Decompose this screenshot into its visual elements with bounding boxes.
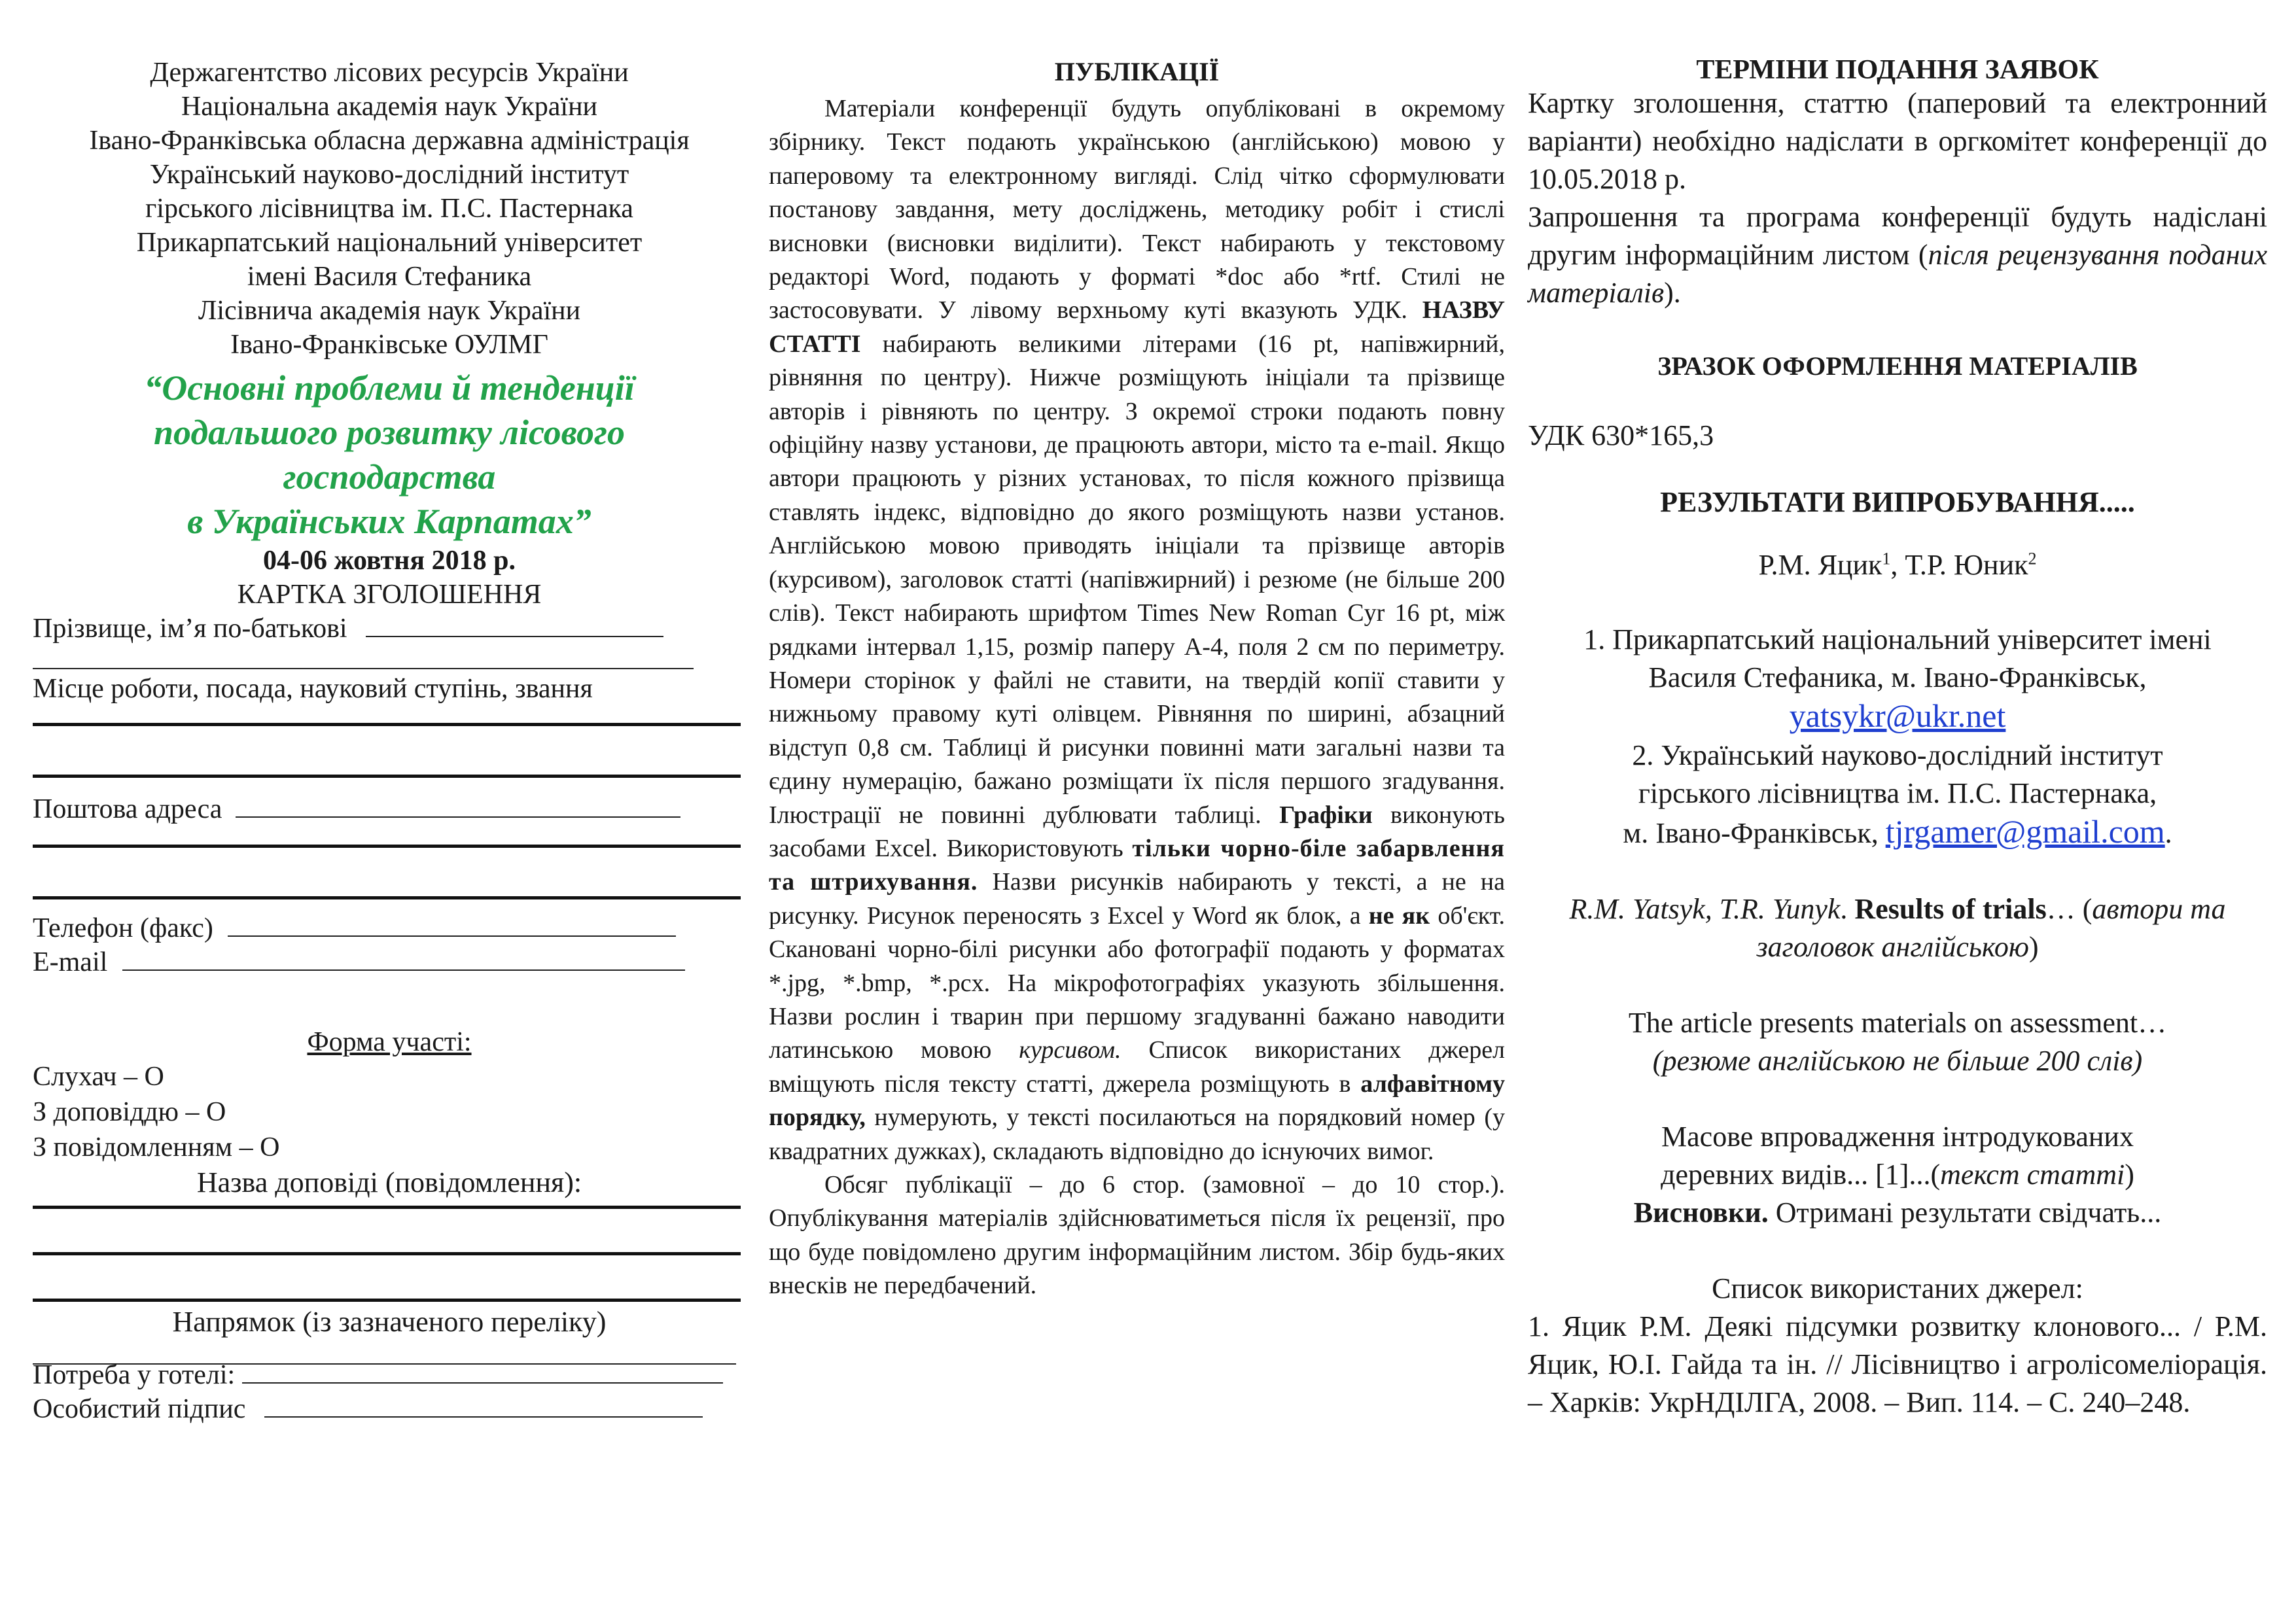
affiliation-line: Василя Стефаника, м. Івано-Франківськ, bbox=[1648, 661, 2147, 693]
organizer: гірського лісівництва ім. П.С. Пастернака bbox=[145, 194, 633, 224]
body-line: Масове впровадження інтродукованих bbox=[1661, 1121, 2134, 1153]
report-title-label: Назва доповіді (повідомлення): bbox=[196, 1166, 582, 1198]
text-run: об'єкт. Скановані чорно-білі рисунки або фотографії подають у форматах *.jpg, *.bmp, *.pcx. На мікрофотографіях указують збільшення. Назви рослин і тварин при першому згадуванні бажано наводити латинською мовою bbox=[769, 901, 1506, 1064]
signature-field[interactable] bbox=[33, 1392, 746, 1426]
text-run: виконують засобами Excel. Використовують bbox=[769, 801, 1506, 862]
hotel-line[interactable] bbox=[242, 1359, 723, 1384]
affiliation-line: 1. Прикарпатський національний університет імені bbox=[1583, 623, 2212, 655]
report-title-line-3[interactable] bbox=[33, 1299, 741, 1302]
sample-heading: ЗРАЗОК ОФОРМЛЕННЯ МАТЕРІАЛІВ bbox=[1657, 351, 2138, 381]
abstract-text: The article presents materials on assessment… bbox=[1628, 1007, 2167, 1039]
italic-run: курсивом. bbox=[1019, 1036, 1122, 1064]
address-line[interactable] bbox=[236, 793, 680, 818]
signature-line[interactable] bbox=[264, 1393, 703, 1418]
italic-run: текст статті bbox=[1940, 1159, 2125, 1191]
participation-option-report[interactable]: З доповіддю – О bbox=[33, 1097, 226, 1127]
deadlines-heading: ТЕРМІНИ ПОДАННЯ ЗАЯВОК bbox=[1696, 55, 2099, 85]
hotel-field[interactable] bbox=[33, 1358, 746, 1392]
email-field[interactable] bbox=[33, 945, 746, 979]
sample-article-title: РЕЗУЛЬТАТИ ВИПРОБУВАННЯ..... bbox=[1660, 486, 2135, 518]
conference-dates: 04-06 жовтня 2018 р. bbox=[263, 546, 516, 576]
text-run: Отримані результати свідчать... bbox=[1768, 1196, 2162, 1229]
conference-title-line: “Основні проблеми й тенденції bbox=[144, 368, 635, 408]
bold-run: Графіки bbox=[1279, 801, 1373, 829]
text-run: Список використаних джерел вміщують після тексту статті, джерела розміщують в bbox=[769, 1036, 1506, 1098]
publications-paragraph-2 bbox=[769, 1168, 1505, 1303]
email-line[interactable] bbox=[122, 946, 685, 971]
workplace-line-1[interactable] bbox=[33, 723, 741, 726]
deadlines-paragraph-1: Картку зголошення, статтю (паперовий та електронний варіанти) необхідно надіслати в оргкомітет конференції до 10.05.2018 р. bbox=[1528, 87, 2267, 195]
participation-options bbox=[33, 1059, 746, 1165]
abstract-note: (резюме англійською не більше 200 слів) bbox=[1652, 1045, 2143, 1077]
organizer: Івано-Франківське ОУЛМГ bbox=[230, 330, 548, 360]
affiliation-1 bbox=[1528, 621, 2267, 737]
report-title-line-1[interactable] bbox=[33, 1206, 741, 1209]
workplace-line-2[interactable] bbox=[33, 775, 741, 778]
organizers-list bbox=[33, 56, 746, 362]
udk-code: УДК 630*165,3 bbox=[1528, 419, 1714, 451]
conference-title-line: в Українських Карпатах” bbox=[187, 502, 592, 541]
organizer: Національна академія наук України bbox=[181, 92, 598, 122]
bold-run: Results of trials bbox=[1854, 893, 2047, 925]
text-run: ) bbox=[2028, 931, 2039, 963]
name-field[interactable] bbox=[33, 612, 746, 646]
address-line-2[interactable] bbox=[33, 845, 741, 848]
email-label: E-mail bbox=[33, 947, 108, 977]
affiliation-line: м. Івано-Франківськ, bbox=[1623, 817, 1886, 849]
direction-label: Напрямок (із зазначеного переліку) bbox=[172, 1306, 607, 1338]
italic-run: автори та заголовок англійською bbox=[1756, 893, 2226, 963]
reference-item: 1. Яцик Р.М. Деякі підсумки розвитку клонового... / Р.М. Яцик, Ю.І. Гайда та ін. // Лісівництво і агролісомеліорація. – Харків: УкрНДІЛГА, 2008. – Вип. 114. – С. 240–248. bbox=[1528, 1310, 2267, 1418]
text-run: набирають великими літерами (16 pt, напівжирний, рівняння по центру). Нижче розміщують ініціали та прізвище авторів і рівняють по центру. З окремої строки подають повну офіційну назву установи, де працюють автори, місто та e-mail. Якщо автори працюють у різних установах, то після кожного прізвища ставлять індекс, відповідно до якого розміщують назви установ. Англійською мовою приводять ініціали та прізвище авторів (курсивом), заголовок статті (напівжирний) і резюме (не більше 200 слів). Текст набирають шрифтом Times New Roman Cyr 16 pt, між рядками інтервал 1,15, розмір паперу А-4, поля 2 см по периметру. Номери сторінок у файлі не ставити, на твердій копії ставити у нижньому правому куті олівцем. Рівняння по ширині, абзацний відступ 0,8 см. Таблиці й рисунки повинні мати загальні назви та єдину нумерацію, бажано розміщати їх після першого згадування. Ілюстрації не повинні дублювати таблиці. bbox=[769, 330, 1506, 829]
text-run: деревних видів... [1]...( bbox=[1661, 1159, 1941, 1191]
report-title-line-2[interactable] bbox=[33, 1252, 741, 1255]
references-heading: Список використаних джерел: bbox=[1712, 1272, 2083, 1304]
conference-title-line: подальшого розвитку лісового bbox=[154, 413, 625, 452]
affiliation-2 bbox=[1528, 737, 2267, 852]
workplace-label: Місце роботи, посада, науковий ступінь, звання bbox=[33, 674, 593, 704]
phone-label: Телефон (факс) bbox=[33, 913, 213, 943]
registration-column bbox=[33, 56, 746, 1426]
address-line-3[interactable] bbox=[33, 896, 741, 899]
text-run: ). bbox=[1664, 277, 1681, 309]
signature-label: Особистий підпис bbox=[33, 1394, 246, 1424]
bold-run: Висновки. bbox=[1633, 1196, 1769, 1229]
bold-run: не як bbox=[1368, 901, 1430, 930]
affiliation-line: 2. Український науково-дослідний інститут bbox=[1632, 739, 2163, 771]
english-header: R.M. Yatsyk, T.R. Yunyk. Results of trials… (автори та заголовок англійською) bbox=[1569, 893, 2226, 963]
deadlines-column bbox=[1528, 56, 2267, 1422]
publications-paragraph-1 bbox=[769, 92, 1505, 1168]
author-name: Р.М. Яцик bbox=[1758, 549, 1882, 581]
address-label: Поштова адреса bbox=[33, 794, 222, 824]
phone-field[interactable] bbox=[33, 911, 746, 945]
italic-run: R.M. Yatsyk, T.R. Yunyk bbox=[1569, 893, 1841, 925]
card-title: КАРТКА ЗГОЛОШЕННЯ bbox=[237, 580, 542, 610]
publications-column bbox=[769, 56, 1505, 1303]
text-run: Матеріали конференції будуть опубліковані в окремому збірнику. Текст подають українською (англійською) мовою у паперовому та електронному вигляді. Слід чітко сформулювати постанову завдання, мету досліджень, методику робіт і стислі висновки (висновки виділити). Текст набирають у текстовому редакторі Word, подають у форматі *doc або *rtf. Стилі не застосовувати. У лівому верхньому куті вказують УДК. bbox=[769, 95, 1505, 324]
address-field[interactable] bbox=[33, 792, 746, 826]
text-run: нумерують, у тексті посилаються на порядковий номер (у квадратних дужках), складають відповідно до існуючих вимог. bbox=[769, 1104, 1505, 1165]
bold-run: тільки чорно-біле забарвлення та штрихування. bbox=[769, 834, 1505, 896]
organizer: Івано-Франківська обласна державна адміністрація bbox=[89, 126, 690, 156]
publications-heading: ПУБЛІКАЦІЇ bbox=[1054, 57, 1220, 86]
text-run: Назви рисунків набирають у тексті, а не на рисунку. Рисунок переносять з Excel у Word як блок, а bbox=[769, 868, 1506, 930]
participation-option-listener[interactable]: Слухач – О bbox=[33, 1062, 164, 1092]
author-name: , Т.Р. Юник bbox=[1890, 549, 2028, 581]
text-run: Запрошення та програма конференції будуть надіслані другим інформаційним листом ( bbox=[1528, 201, 2267, 271]
participation-option-message[interactable]: З повідомленням – О bbox=[33, 1132, 280, 1162]
bold-run: НАЗВУ СТАТТІ bbox=[769, 296, 1505, 358]
bold-run: алфавітному порядку, bbox=[769, 1070, 1505, 1132]
email-link-1[interactable]: yatsykr@ukr.net bbox=[1789, 697, 2006, 734]
organizer: Держагентство лісових ресурсів України bbox=[150, 58, 629, 88]
affiliation-line: гірського лісівництва ім. П.С. Пастернака, bbox=[1638, 777, 2157, 809]
organizer: Український науково-дослідний інститут bbox=[149, 160, 629, 190]
name-label: Прізвище, ім’я по-батькові bbox=[33, 614, 347, 644]
text-run: ) bbox=[2125, 1159, 2134, 1191]
text-run: . bbox=[2164, 817, 2172, 849]
name-line-2[interactable] bbox=[33, 668, 694, 669]
affiliation-index: 2 bbox=[2028, 549, 2037, 568]
text-run: Обсяг публікації – до 6 стор. (замовної – до 10 стор.). Опублікування матеріалів здійснюватиметься після їх рецензії, про що буде повідомлено другим інформаційним листом. Збір будь-яких внесків не передбачений. bbox=[769, 1171, 1505, 1300]
italic-run: після рецензування поданих матеріалів bbox=[1528, 239, 2267, 309]
conference-title bbox=[33, 366, 746, 544]
sample-authors bbox=[1528, 546, 2267, 584]
affiliation-index: 1 bbox=[1882, 549, 1891, 568]
deadlines-paragraph-2 bbox=[1528, 198, 2267, 312]
conference-title-line: господарства bbox=[283, 457, 496, 497]
phone-line[interactable] bbox=[228, 912, 676, 937]
sample-abstract bbox=[1528, 1004, 2267, 1080]
email-link-2[interactable]: tjrgamer@gmail.com bbox=[1885, 813, 2165, 850]
organizer: Прикарпатський національний університет bbox=[136, 228, 643, 258]
participation-heading: Форма участі: bbox=[307, 1027, 472, 1057]
organizer: імені Василя Стефаника bbox=[247, 262, 532, 292]
sample-body bbox=[1528, 1118, 2267, 1232]
hotel-label: Потреба у готелі: bbox=[33, 1360, 236, 1390]
text-run: … ( bbox=[2046, 893, 2093, 925]
organizer: Лісівнича академія наук України bbox=[198, 296, 581, 326]
name-line[interactable] bbox=[366, 612, 663, 637]
